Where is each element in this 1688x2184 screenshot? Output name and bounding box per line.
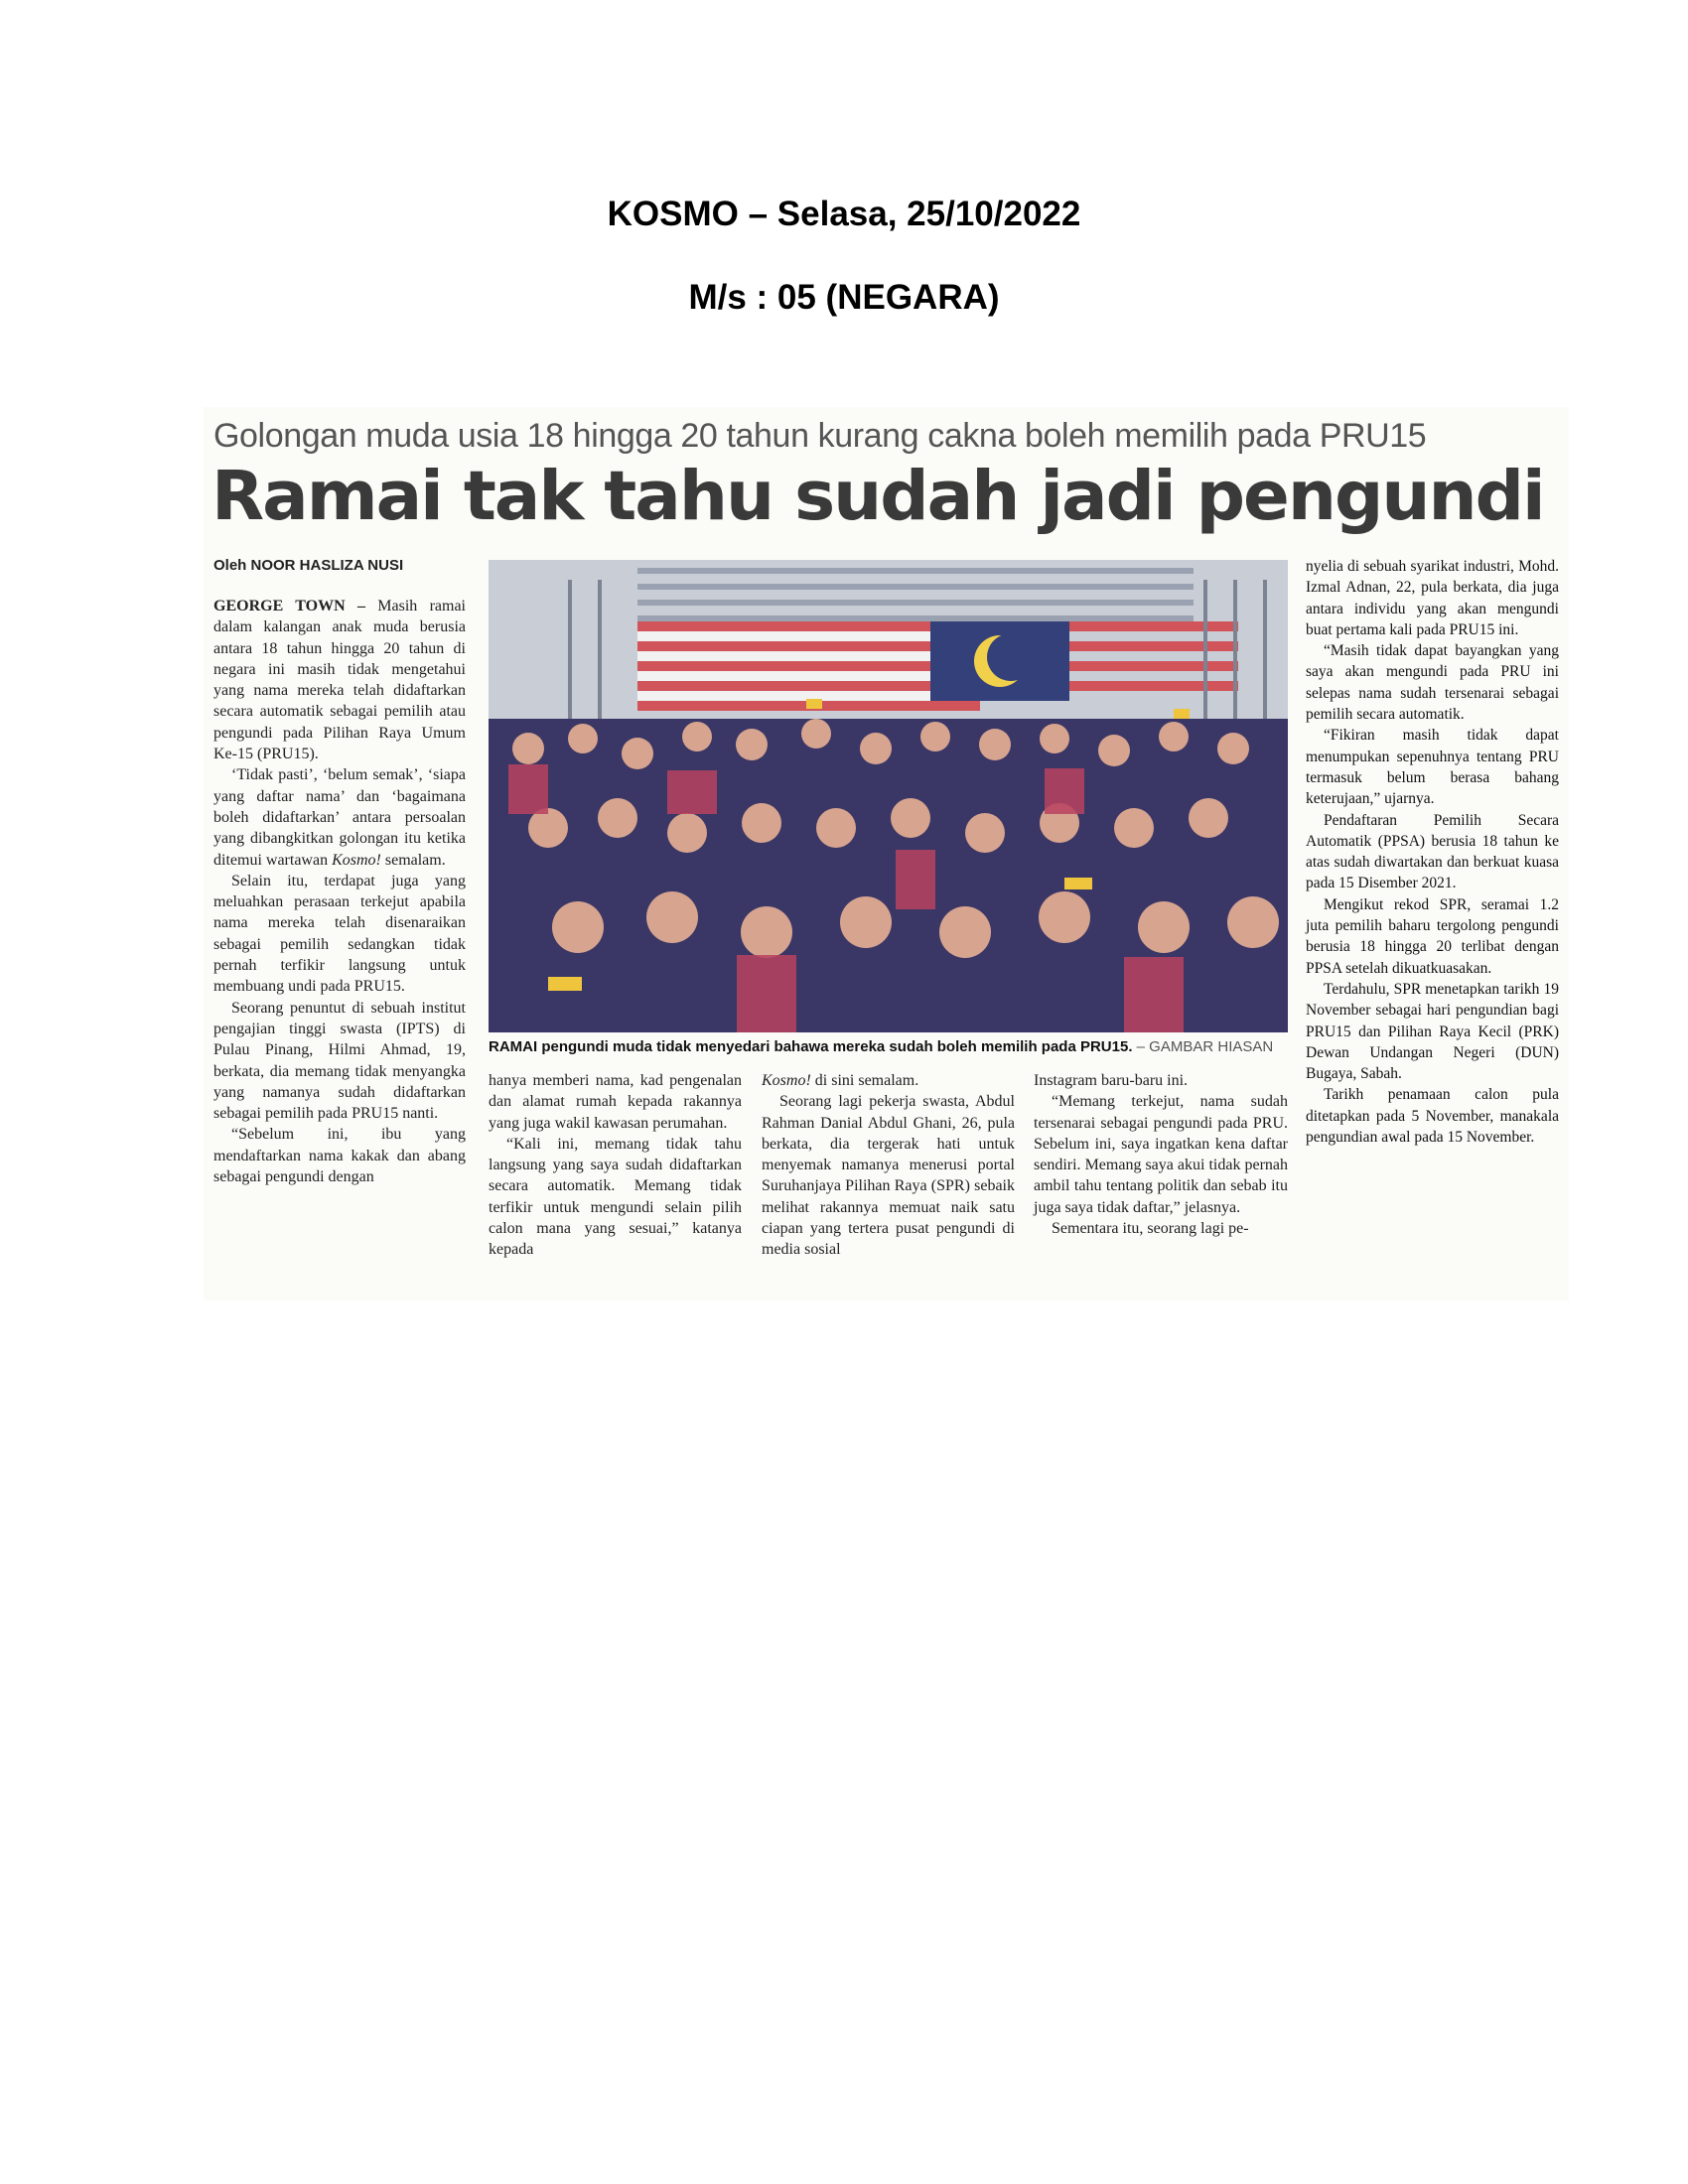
paragraph: “Memang terkejut, nama sudah tersenarai sebagai pengundi pada PRU. Sebelum ini, saya ingatkan kena daftar sendiri. Memang saya akui tidak pernah ambil tahu tentang politik dan sebab itu juga saya tidak daftar,” jelasnya. bbox=[1034, 1093, 1288, 1216]
newspaper-clipping bbox=[204, 407, 1569, 1300]
paragraph bbox=[213, 596, 466, 764]
paragraph: nyelia di sebuah syarikat industri, Mohd. Izmal Adnan, 22, pula berkata, dia juga antara individu yang akan mengundi buat pertama kali pada PRU15 ini. bbox=[1306, 558, 1559, 638]
photo-credit: – GAMBAR HIASAN bbox=[1136, 1038, 1274, 1055]
article-column-1 bbox=[213, 596, 466, 1187]
article-photo bbox=[489, 560, 1288, 1032]
publication-header bbox=[0, 195, 1688, 318]
paragraph: Pendaftaran Pemilih Secara Automatik (PPSA) berusia 18 tahun ke atas sudah diwartakan dan berkuat kuasa pada 15 Disember 2021. bbox=[1306, 811, 1559, 892]
paragraph: Instagram baru-baru ini. bbox=[1034, 1072, 1189, 1089]
paragraph: Mengikut rekod SPR, seramai 1.2 juta pemilih baharu tergolong pengundi berusia 18 hingga 20 terlibat dengan PPSA setelah dikuatkuasakan. bbox=[1306, 895, 1559, 977]
paragraph-text: semalam. bbox=[384, 851, 446, 869]
publication-name: Kosmo! bbox=[762, 1072, 811, 1089]
paragraph-text: di sini semalam. bbox=[814, 1072, 919, 1089]
article-column-3 bbox=[762, 1070, 1015, 1261]
paragraph: “Kali ini, memang tidak tahu langsung yang saya sudah didaftarkan secara automatik. Memang tidak terfikir untuk mengundi selain pilih calon mana yang sesuai,” katanya kepada bbox=[489, 1135, 742, 1259]
article-headline: Ramai tak tahu sudah jadi pengundi bbox=[211, 457, 1544, 536]
article-column-5 bbox=[1306, 556, 1559, 1148]
caption-text: RAMAI pengundi muda tidak menyedari bahawa mereka sudah boleh memilih pada PRU15. bbox=[489, 1038, 1133, 1055]
paragraph: Tarikh penamaan calon pula ditetapkan pada 5 November, manakala pengundian awal pada 15 November. bbox=[1306, 1086, 1559, 1147]
paragraph bbox=[213, 764, 466, 870]
publication-date-line: KOSMO – Selasa, 25/10/2022 bbox=[607, 195, 1081, 233]
paragraph: “Sebelum ini, ibu yang mendaftarkan nama kakak dan abang sebagai pengundi dengan bbox=[213, 1126, 466, 1186]
publication-name: Kosmo! bbox=[332, 851, 381, 869]
paragraph: Seorang lagi pekerja swasta, Abdul Rahman Danial Abdul Ghani, 26, pula berkata, dia tergerak hati untuk menyemak namanya menerusi portal Suruhanjaya Pilihan Raya (SPR) sebaik melihat rakannya memuat naik satu ciapan yang tertera pusat pengundi di media sosial bbox=[762, 1093, 1015, 1259]
paragraph-text: ‘Tidak pasti’, ‘belum semak’, ‘siapa yang daftar nama’ dan ‘bagaimana boleh didaftarkan’ antara persoalan yang dibangkitkan golongan itu ketika ditemui wartawan bbox=[213, 766, 466, 869]
page-section-line: M/s : 05 (NEGARA) bbox=[688, 278, 1000, 317]
paragraph: “Masih tidak dapat bayangkan yang saya akan mengundi pada PRU ini selepas nama sudah tersenarai sebagai pemilih secara automatik. bbox=[1306, 642, 1559, 724]
photo-caption bbox=[489, 1038, 1288, 1055]
paragraph: “Fikiran masih tidak dapat menumpukan sepenuhnya tentang PRU termasuk belum berasa bahang keterujaan,” ujarnya. bbox=[1306, 727, 1559, 808]
paragraph: Sementara itu, seorang lagi pe- bbox=[1052, 1220, 1249, 1238]
paragraph: Selain itu, terdapat juga yang meluahkan perasaan terkejut apabila nama mereka telah disenaraikan sebagai pemilih sedangkan tidak pernah terfikir langsung untuk membuang undi pada PRU15. bbox=[213, 872, 466, 996]
paragraph: Seorang penuntut di sebuah institut pengajian tinggi swasta (IPTS) di Pulau Pinang, Hilmi Ahmad, 19, berkata, dia memang tidak menyangka yang namanya sudah didaftarkan sebagai pemilih pada PRU15 nanti. bbox=[213, 999, 466, 1123]
paragraph: Terdahulu, SPR menetapkan tarikh 19 November sebagai hari pengundian bagi PRU15 dan Pilihan Raya Kecil (PRK) Dewan Undangan Negeri (DUN) Bugaya, Sabah. bbox=[1306, 980, 1559, 1083]
article-column-4 bbox=[1034, 1070, 1288, 1239]
paragraph-text: Masih ramai dalam kalangan anak muda berusia antara 18 tahun hingga 20 tahun di negara ini masih tidak mengetahui yang nama mereka telah didaftarkan secara automatik sebagai pemilih atau pengundi pada Pilihan Raya Umum Ke-15 (PRU15). bbox=[213, 598, 466, 763]
article-column-2 bbox=[489, 1070, 742, 1261]
paragraph: hanya memberi nama, kad pengenalan dan alamat rumah kepada rakannya yang juga wakil kawasan perumahan. bbox=[489, 1072, 742, 1132]
article-byline: Oleh NOOR HASLIZA NUSI bbox=[213, 557, 404, 574]
crowd-of-young-voters bbox=[489, 679, 1288, 1032]
article-kicker: Golongan muda usia 18 hingga 20 tahun kurang cakna boleh memilih pada PRU15 bbox=[213, 417, 1427, 455]
paragraph bbox=[762, 1070, 1015, 1091]
dateline: GEORGE TOWN – bbox=[213, 598, 365, 614]
